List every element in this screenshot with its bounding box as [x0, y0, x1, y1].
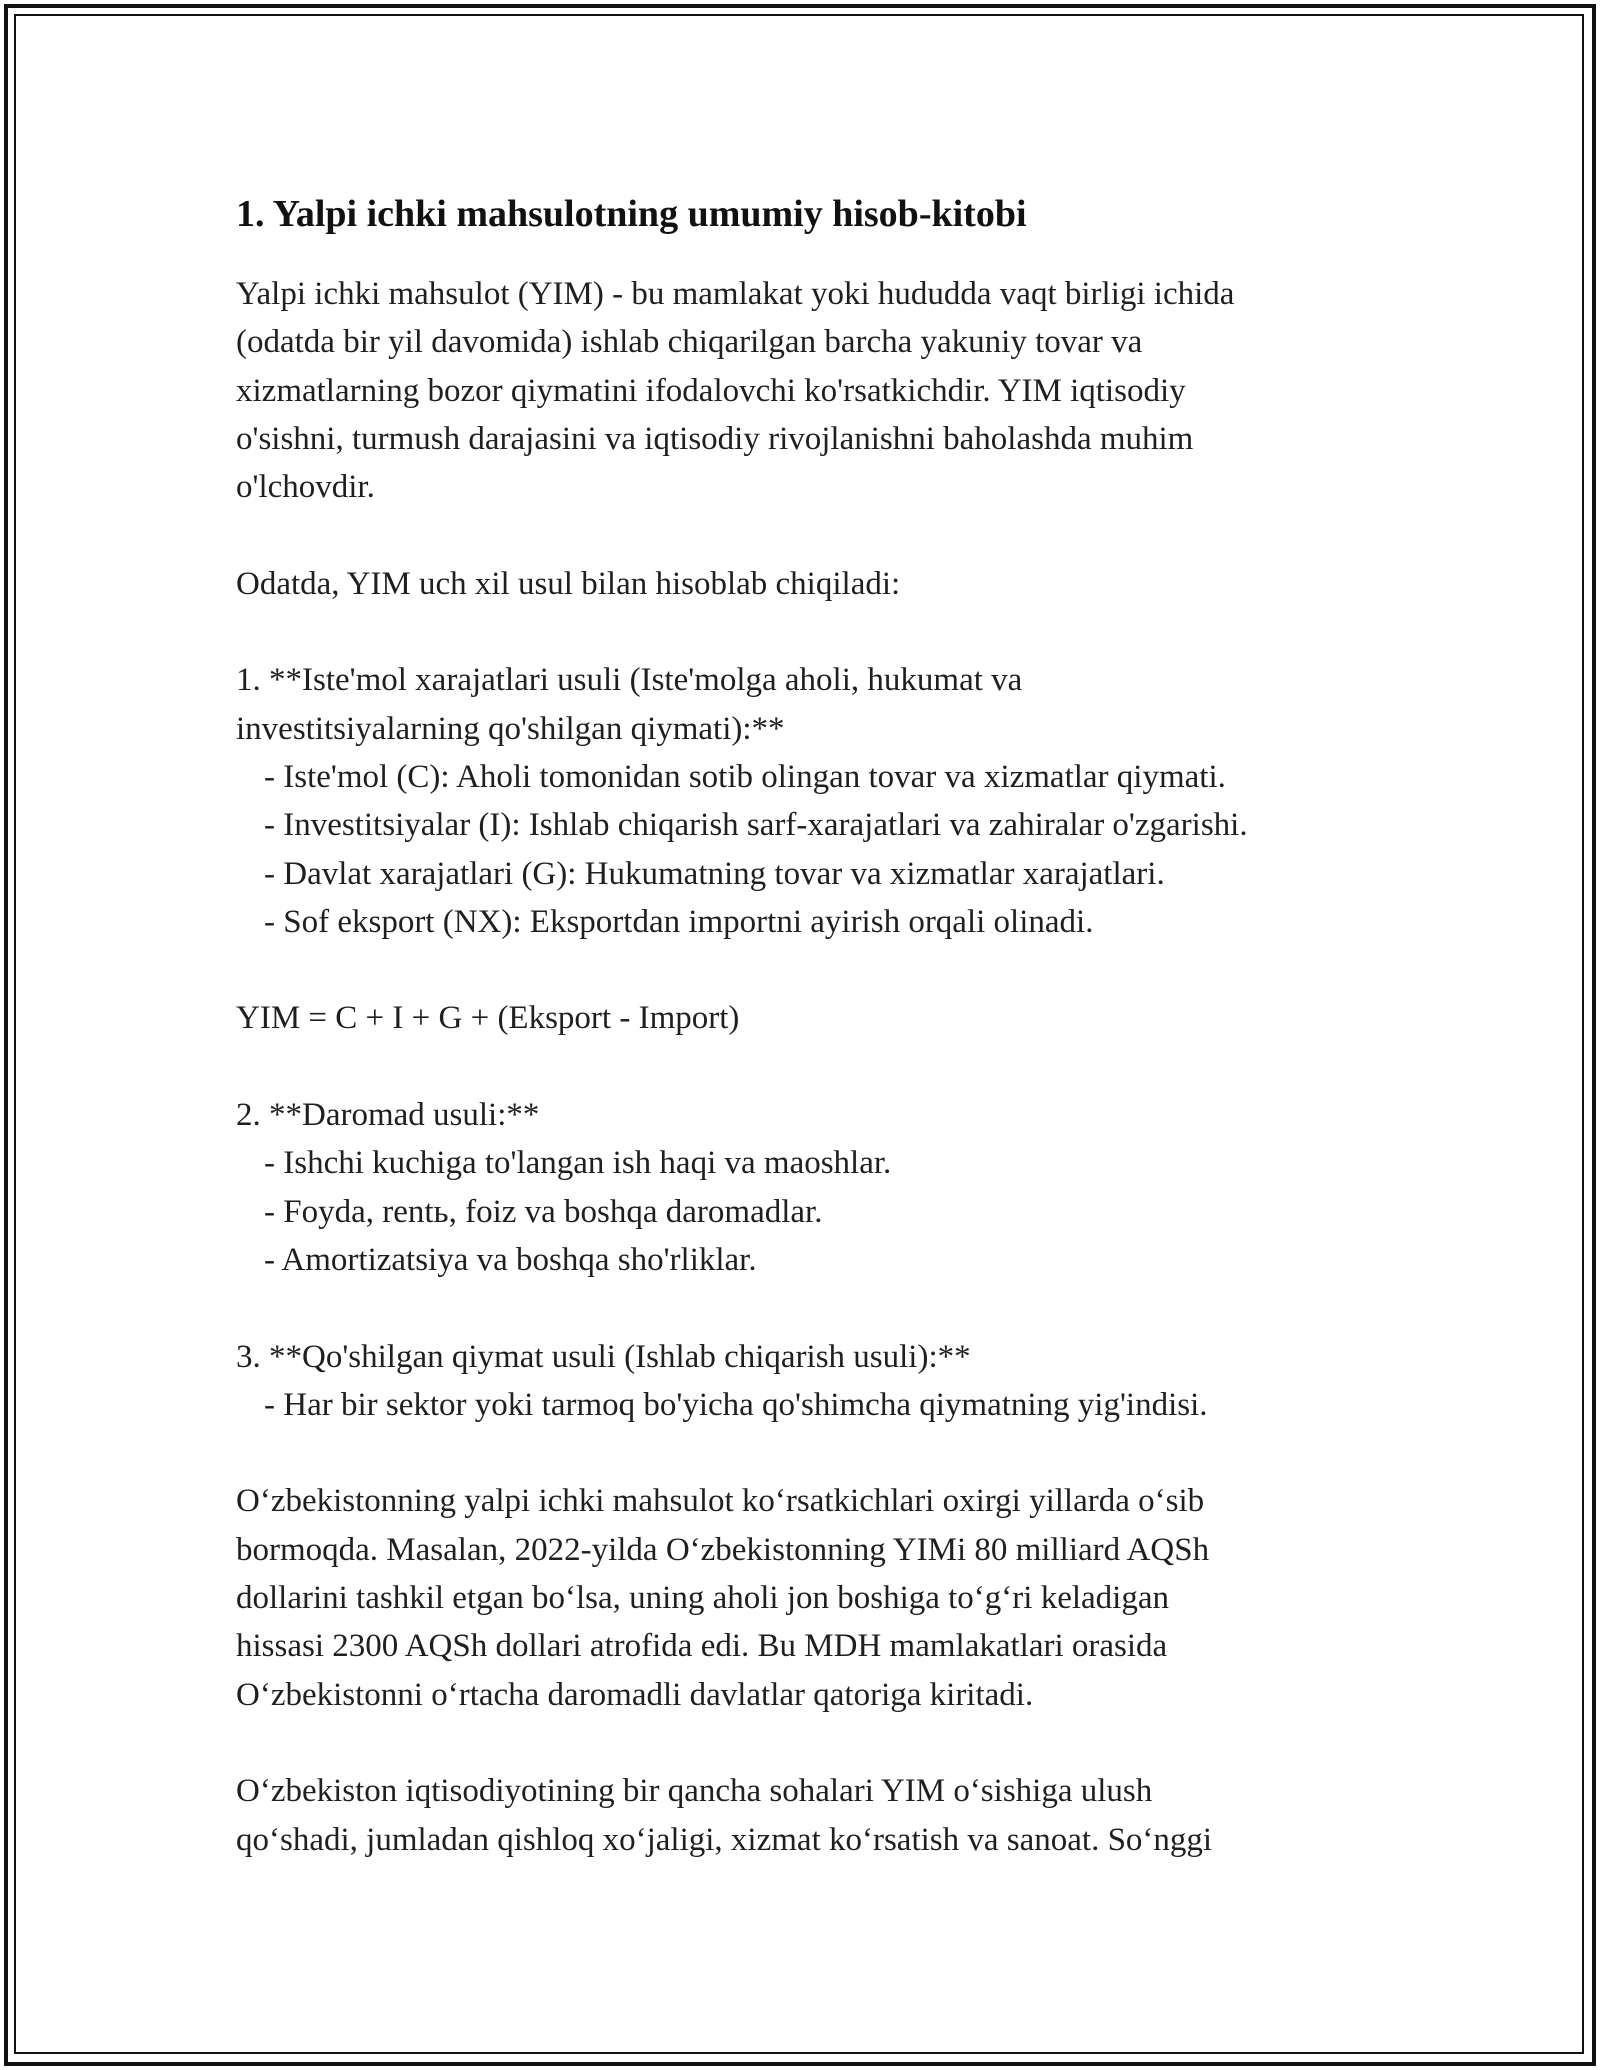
method-3-section: [236, 1333, 1416, 1430]
sectors-paragraph: [236, 1767, 1416, 1864]
paragraph-line: dollarini tashkil etgan bo‘lsa, uning aholi jon boshiga to‘g‘ri keladigan: [236, 1580, 1169, 1617]
paragraph-line: O‘zbekiston iqtisodiyotining bir qancha sohalari YIM o‘sishiga ulush: [236, 1773, 1153, 1810]
spacer: [236, 1284, 1416, 1332]
method-2-item: - Foyda, rentь, foiz va boshqa daromadlar.: [264, 1193, 823, 1230]
method-1-section: [236, 656, 1416, 946]
paragraph-line: hissasi 2300 AQSh dollari atrofida edi. Bu MDH mamlakatlari orasida: [236, 1628, 1168, 1665]
method-1-item: - Iste'mol (C): Aholi tomonidan sotib olingan tovar va xizmatlar qiymati.: [264, 758, 1226, 795]
document-body: [236, 186, 1416, 1864]
method-1-item: - Sof eksport (NX): Eksportdan importni ayirish orqali olinadi.: [264, 903, 1094, 940]
method-2-heading: 2. **Daromad usuli:**: [236, 1097, 540, 1134]
spacer: [236, 1043, 1416, 1091]
method-3-heading: 3. **Qo'shilgan qiymat usuli (Ishlab chiqarish usuli):**: [236, 1338, 971, 1375]
spacer: [236, 511, 1416, 559]
method-1-item: - Investitsiyalar (I): Ishlab chiqarish sarf-xarajatlari va zahiralar o'zgarishi.: [264, 807, 1248, 844]
intro-line: xizmatlarning bozor qiymatini ifodalovchi ko'rsatkichdir. YIM iqtisodiy: [236, 372, 1186, 409]
paragraph-line: O‘zbekistonning yalpi ichki mahsulot ko‘rsatkichlari oxirgi yillarda o‘sib: [236, 1483, 1205, 1520]
paragraph-line: qo‘shadi, jumladan qishloq xo‘jaligi, xizmat ko‘rsatish va sanoat. So‘nggi: [236, 1821, 1213, 1858]
intro-paragraph: [236, 270, 1416, 511]
uzbekistan-gdp-paragraph: [236, 1477, 1416, 1718]
spacer: [236, 1429, 1416, 1477]
method-3-item: - Har bir sektor yoki tarmoq bo'yicha qo'shimcha qiymatning yig'indisi.: [264, 1386, 1208, 1423]
intro-line: o'lchovdir.: [236, 469, 375, 506]
document-title: 1. Yalpi ichki mahsulotning umumiy hisob-kitobi: [236, 193, 1027, 235]
intro-line: (odatda bir yil davomida) ishlab chiqarilgan barcha yakuniy tovar va: [236, 324, 1143, 361]
intro-line: o'sishni, turmush darajasini va iqtisodiy rivojlanishni baholashda muhim: [236, 420, 1194, 457]
spacer: [236, 946, 1416, 994]
spacer: [236, 608, 1416, 656]
method-2-item: - Ishchi kuchiga to'langan ish haqi va maoshlar.: [264, 1145, 892, 1182]
method-1-item: - Davlat xarajatlari (G): Hukumatning tovar va xizmatlar xarajatlari.: [264, 855, 1165, 892]
paragraph-line: bormoqda. Masalan, 2022-yilda O‘zbekistonning YIMi 80 milliard AQSh: [236, 1531, 1210, 1568]
methods-intro: Odatda, YIM uch xil usul bilan hisoblab chiqiladi:: [236, 565, 901, 602]
method-2-item: - Amortizatsiya va boshqa sho'rliklar.: [264, 1241, 757, 1278]
paragraph-line: O‘zbekistonni o‘rtacha daromadli davlatlar qatoriga kiritadi.: [236, 1676, 1034, 1713]
method-1-heading: 1. **Iste'mol xarajatlari usuli (Iste'molga aholi, hukumat va: [236, 662, 1023, 699]
gdp-formula: YIM = C + I + G + (Eksport - Import): [236, 1000, 740, 1037]
method-1-heading: investitsiyalarning qo'shilgan qiymati):**: [236, 710, 785, 747]
spacer: [236, 1719, 1416, 1767]
intro-line: Yalpi ichki mahsulot (YIM) - bu mamlakat yoki hududda vaqt birligi ichida: [236, 276, 1235, 312]
method-2-section: [236, 1091, 1416, 1284]
